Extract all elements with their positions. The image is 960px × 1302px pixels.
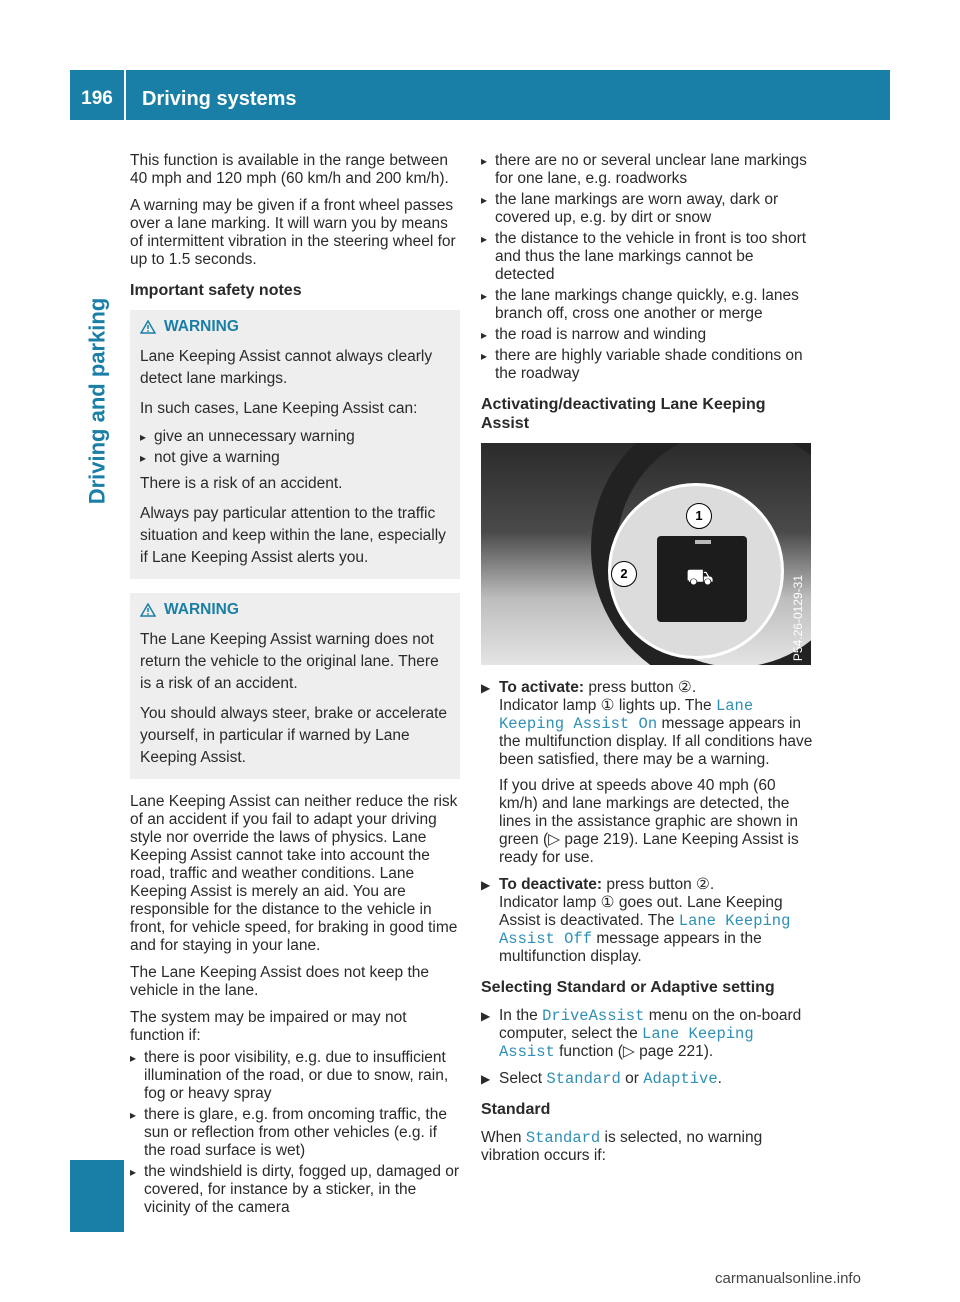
standard-paragraph bbox=[481, 1129, 813, 1165]
step-text: In the bbox=[499, 1007, 538, 1024]
activate-note: If you drive at speeds above 40 mph (60 km/h) and lane markings are detected, the lines in the assistance graphic are shown in green (▷ page 219). Lane Keeping Assist is ready for use. bbox=[499, 777, 799, 866]
step-text: menu on the on-board computer, select the bbox=[499, 1007, 802, 1042]
warning-text: The Lane Keeping Assist warning does not return the vehicle to the original lane. There is a risk of an accident. bbox=[140, 631, 439, 692]
left-column bbox=[130, 152, 460, 1223]
list-item: ▸ the road is narrow and winding bbox=[481, 326, 813, 344]
activate-label: To activate: bbox=[499, 679, 584, 696]
arrow-icon: ▶ bbox=[481, 681, 491, 695]
lane-assist-icon: ⛟ bbox=[686, 564, 714, 589]
warning-text: Always pay particular attention to the traffic situation and keep within the lane, especially if Lane Keeping Assist alerts you. bbox=[140, 505, 446, 566]
page-header bbox=[70, 70, 890, 120]
display-message: Lane Keeping Assist On bbox=[499, 697, 754, 733]
function-name: Lane Keeping Assist bbox=[499, 1025, 754, 1061]
chapter-title: Driving systems bbox=[142, 88, 297, 110]
conditions-list-continued bbox=[481, 152, 813, 383]
select-step-2 bbox=[481, 1070, 813, 1088]
callout-1: 1 bbox=[686, 503, 712, 529]
warning-text: Lane Keeping Assist cannot always clearly detect lane markings. bbox=[140, 348, 433, 387]
warning-text: You should always steer, brake or accelerate yourself, in particular if warned by Lane Keeping Assist. bbox=[140, 705, 448, 766]
display-message: Lane Keeping Assist Off bbox=[499, 912, 791, 948]
list-item: ▸ there is glare, e.g. from oncoming traffic, the sun or reflection from other vehicles (e.g. if the road surface is wet) bbox=[130, 1106, 460, 1160]
safety-heading: Important safety notes bbox=[130, 282, 302, 299]
option-adaptive: Adaptive bbox=[643, 1070, 718, 1088]
list-item: ▸ the windshield is dirty, fogged up, damaged or covered, for instance by a sticker, in the vicinity of the camera bbox=[130, 1163, 460, 1217]
warning-title-1 bbox=[140, 318, 450, 336]
warning-title-text: WARNING bbox=[164, 601, 239, 618]
deactivate-text: press button ②. bbox=[606, 876, 715, 893]
activate-text: message appears in the multifunction display. If all conditions have been satisfied, there may be a warning. bbox=[499, 715, 813, 768]
section-side-label-text: Driving and parking bbox=[84, 297, 109, 505]
activating-heading: Activating/deactivating Lane Keeping Assist bbox=[481, 396, 766, 432]
section-side-label bbox=[72, 296, 122, 506]
arrow-icon: ▶ bbox=[481, 1072, 491, 1086]
deactivate-label: To deactivate: bbox=[499, 876, 603, 893]
side-tab-marker bbox=[70, 1160, 124, 1232]
right-column bbox=[481, 152, 813, 1174]
list-item: ▸ the lane markings are worn away, dark or covered up, e.g. by dirt or snow bbox=[481, 191, 813, 227]
list-item: ▸ there are no or several unclear lane markings for one lane, e.g. roadworks bbox=[481, 152, 813, 188]
warning-title-text: WARNING bbox=[164, 318, 239, 335]
deactivate-text: message appears in the multifunction display. bbox=[499, 930, 762, 965]
body-paragraph: The system may be impaired or may not function if: bbox=[130, 1009, 407, 1044]
option-standard: Standard bbox=[546, 1070, 621, 1088]
arrow-icon: ▶ bbox=[481, 1009, 491, 1023]
deactivate-text: Indicator lamp ① goes out. Lane Keeping Assist is deactivated. The bbox=[499, 894, 783, 929]
body-paragraph: Lane Keeping Assist can neither reduce the risk of an accident if you fail to adapt your driving style nor override the laws of physics. Lane Keeping Assist cannot take into account the road, traffic and weather conditions. Lane Keeping Assist is merely an aid. You are responsible for the distance to the vehicle in front, for vehicle speed, for braking in good time and for staying in your lane. bbox=[130, 793, 458, 954]
warning-list bbox=[140, 428, 450, 467]
watermark: carmanualsonline.info bbox=[715, 1270, 861, 1287]
activate-text: press button ②. bbox=[588, 679, 697, 696]
option-standard: Standard bbox=[525, 1129, 601, 1147]
list-item: ▸ there are highly variable shade conditions on the roadway bbox=[481, 347, 813, 383]
standard-heading: Standard bbox=[481, 1101, 551, 1118]
step-text: function (▷ page 221). bbox=[559, 1043, 714, 1060]
standard-text: When bbox=[481, 1129, 522, 1146]
callout-2: 2 bbox=[611, 561, 637, 587]
intro-paragraph: This function is available in the range between 40 mph and 120 mph (60 km/h and 200 km/h). bbox=[130, 152, 449, 187]
selecting-heading: Selecting Standard or Adaptive setting bbox=[481, 979, 775, 996]
warning-triangle-icon bbox=[140, 320, 156, 334]
indicator-lamp bbox=[695, 540, 711, 544]
standard-text: is selected, no warning vibration occurs if: bbox=[481, 1129, 763, 1164]
activate-step bbox=[481, 679, 813, 867]
warning-text: In such cases, Lane Keeping Assist can: bbox=[140, 400, 418, 417]
warning-title-2 bbox=[140, 601, 450, 619]
list-item: ▸ the distance to the vehicle in front is too short and thus the lane markings cannot be detected bbox=[481, 230, 813, 284]
figure-reference: P54.26-0129-31 bbox=[791, 574, 805, 661]
select-step-1 bbox=[481, 1007, 813, 1061]
activate-text: Indicator lamp ① lights up. The bbox=[499, 697, 712, 714]
warning-text: There is a risk of an accident. bbox=[140, 475, 343, 492]
list-item: ▸ not give a warning bbox=[140, 449, 450, 467]
deactivate-step bbox=[481, 876, 813, 966]
conditions-list bbox=[130, 1049, 460, 1217]
arrow-icon: ▶ bbox=[481, 878, 491, 892]
warning-box-1 bbox=[130, 310, 460, 579]
list-item: ▸ there is poor visibility, e.g. due to insufficient illumination of the road, or due to snow, rain, fog or heavy spray bbox=[130, 1049, 460, 1103]
list-item: ▸ the lane markings change quickly, e.g. lanes branch off, cross one another or merge bbox=[481, 287, 813, 323]
warning-box-2 bbox=[130, 593, 460, 779]
page-number: 196 bbox=[70, 70, 126, 120]
list-item: ▸ give an unnecessary warning bbox=[140, 428, 450, 446]
body-paragraph: The Lane Keeping Assist does not keep the vehicle in the lane. bbox=[130, 964, 430, 999]
step-text: or bbox=[625, 1070, 639, 1087]
menu-name: DriveAssist bbox=[542, 1007, 645, 1025]
warning-triangle-icon bbox=[140, 603, 156, 617]
step-text: Select bbox=[499, 1070, 543, 1087]
step-text: . bbox=[717, 1070, 722, 1087]
warning-description: A warning may be given if a front wheel passes over a lane marking. It will warn you by means of intermittent vibration in the steering wheel for up to 1.5 seconds. bbox=[130, 197, 456, 268]
steering-wheel-figure bbox=[481, 443, 811, 665]
